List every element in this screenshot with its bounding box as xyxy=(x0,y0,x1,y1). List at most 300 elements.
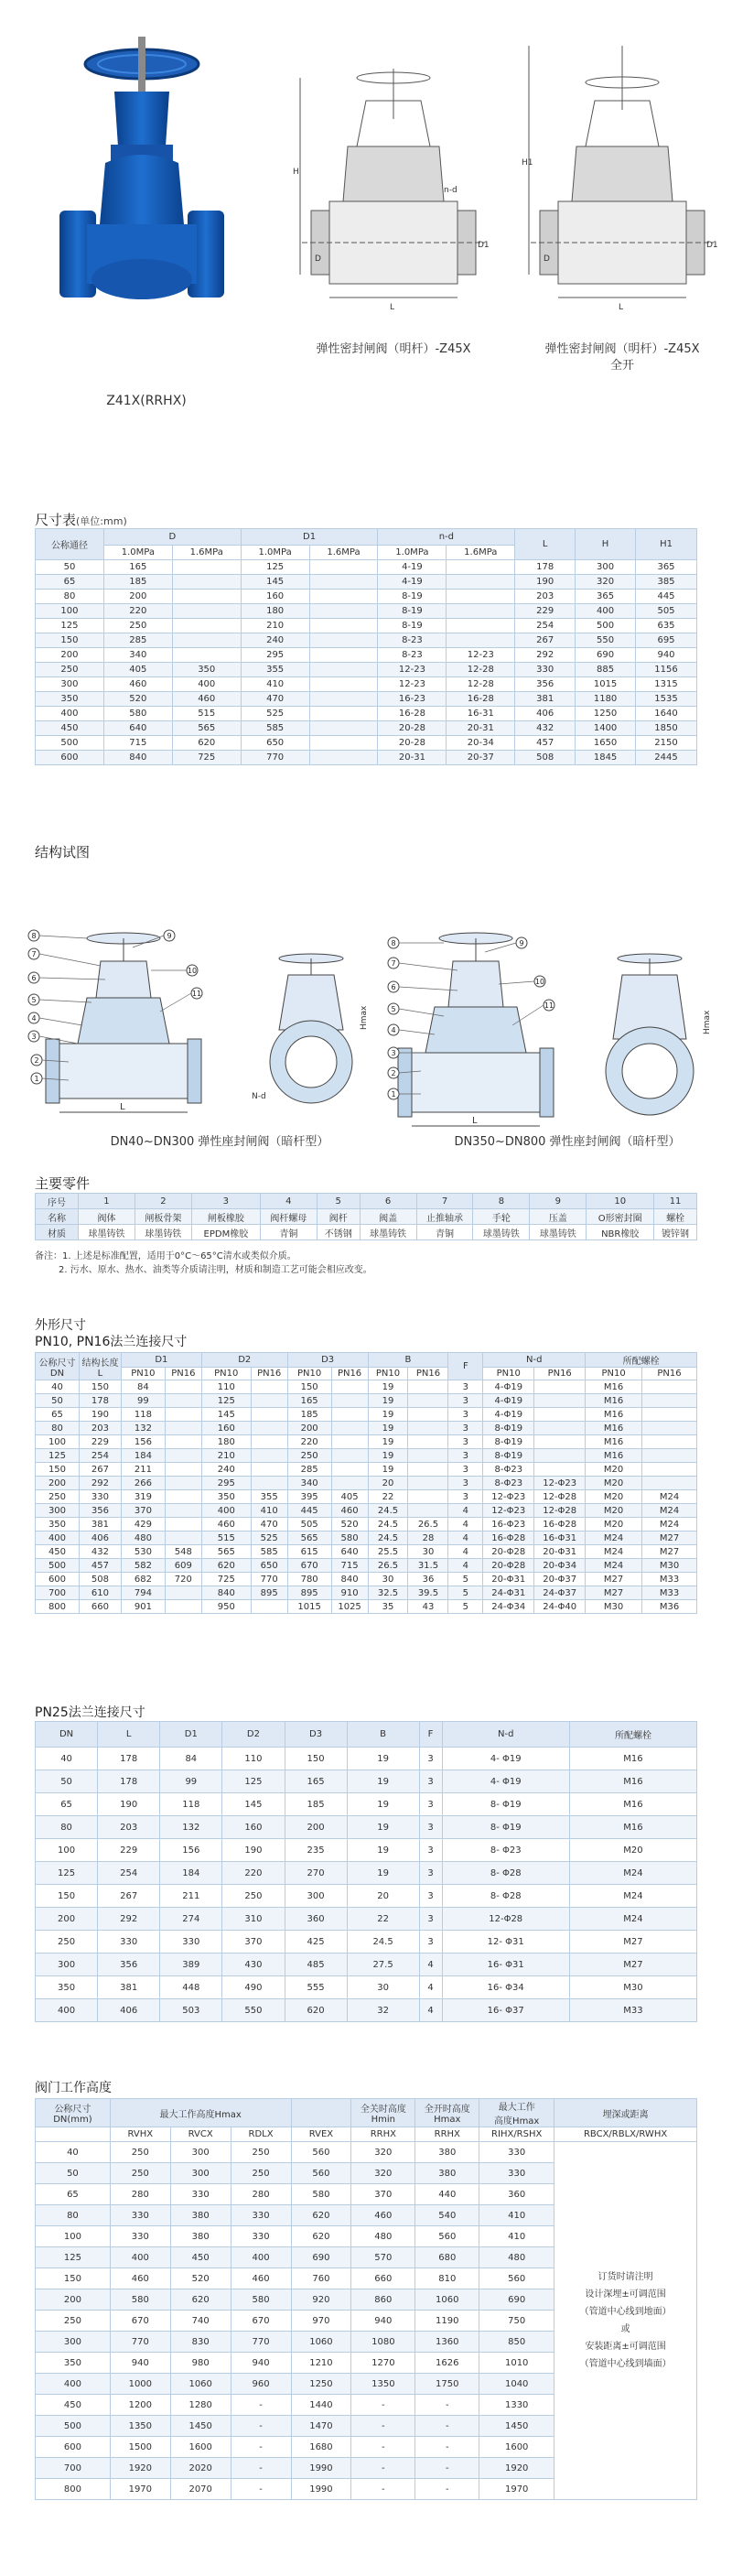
table-row xyxy=(36,590,697,604)
table-cell: 406 xyxy=(515,707,576,721)
table-cell: 4-19 xyxy=(378,560,447,575)
subheader-cell: RDLX xyxy=(231,2127,291,2142)
table-cell: 3 xyxy=(191,1194,260,1209)
table-cell: 19 xyxy=(347,1839,419,1862)
table-cell xyxy=(165,1600,201,1614)
table-cell: 50 xyxy=(36,1770,98,1793)
table-cell: 740 xyxy=(170,2311,231,2332)
depth-note-line: 安装距离±可调范围 xyxy=(585,2342,666,2352)
table-cell xyxy=(172,560,241,575)
table-cell xyxy=(408,1435,448,1449)
part-callout-line xyxy=(160,993,191,1012)
table-cell: 300 xyxy=(170,2163,231,2184)
table-cell: 650 xyxy=(241,736,309,751)
table-cell: 470 xyxy=(251,1518,287,1532)
table-row xyxy=(36,1477,697,1490)
table-cell: 300 xyxy=(36,677,104,692)
table-cell: 940 xyxy=(636,648,697,663)
table-cell: 550 xyxy=(576,633,636,648)
table-cell: 830 xyxy=(170,2332,231,2353)
table-cell: 355 xyxy=(241,663,309,677)
table-cell: M27 xyxy=(586,1573,642,1586)
table-row xyxy=(36,707,697,721)
table-cell: 40 xyxy=(36,2142,111,2163)
table-cell: 715 xyxy=(331,1559,368,1573)
depth-note-line: （管道中心线到墙面） xyxy=(579,2359,672,2369)
table-cell: 1440 xyxy=(291,2395,351,2416)
table-cell: 1000 xyxy=(110,2374,170,2395)
table-cell xyxy=(251,1435,287,1449)
header-cell: D3 xyxy=(287,1353,368,1368)
table-cell: 4-Φ19 xyxy=(483,1380,534,1394)
header-cell: n-d xyxy=(378,529,515,546)
dim-h1-label: H1 xyxy=(522,158,533,168)
table-cell: 8 xyxy=(473,1194,530,1209)
struct-left-dim-l: L xyxy=(120,1102,125,1112)
table-cell xyxy=(534,1394,586,1408)
header-cell: DN xyxy=(36,1722,98,1748)
table-cell: 110 xyxy=(222,1748,285,1770)
table-cell: 300 xyxy=(170,2142,231,2163)
table-cell: 445 xyxy=(287,1504,331,1518)
table-cell: 250 xyxy=(287,1449,331,1463)
table-cell: 670 xyxy=(287,1559,331,1573)
table-cell: 640 xyxy=(103,721,172,736)
table-cell: 470 xyxy=(241,692,309,707)
table-cell: 190 xyxy=(79,1408,121,1422)
table-cell xyxy=(172,575,241,590)
structure-drawing-right-front xyxy=(581,947,718,1121)
table-cell: 770 xyxy=(231,2332,291,2353)
table-cell: M16 xyxy=(586,1394,642,1408)
table-cell xyxy=(447,575,515,590)
subheader-cell: PN16 xyxy=(251,1368,287,1380)
table-cell xyxy=(309,736,378,751)
header-cell: 序号 xyxy=(36,1194,79,1209)
table-cell: 356 xyxy=(98,1954,160,1976)
table-cell: M30 xyxy=(569,1976,696,1999)
table-cell xyxy=(408,1394,448,1408)
part-callout-number: 4 xyxy=(391,1026,396,1034)
table-cell xyxy=(251,1463,287,1477)
table-row xyxy=(36,1408,697,1422)
table-cell: 254 xyxy=(98,1862,160,1885)
table-cell: 570 xyxy=(351,2247,415,2268)
table-cell: 267 xyxy=(515,633,576,648)
header-cell: D xyxy=(103,529,241,546)
table-cell xyxy=(408,1380,448,1394)
table-cell: 20 xyxy=(368,1477,408,1490)
table-cell: 560 xyxy=(291,2142,351,2163)
table-cell: 12-23 xyxy=(378,677,447,692)
table-cell: 1450 xyxy=(479,2416,554,2437)
table-cell: 885 xyxy=(576,663,636,677)
table-cell: 65 xyxy=(36,1408,80,1422)
structure-caption-right: DN350~DN800 弹性座封闸阀（暗杆型） xyxy=(454,1135,681,1149)
part-callout-number: 9 xyxy=(519,939,524,947)
table-cell: 267 xyxy=(98,1885,160,1908)
table-cell: 250 xyxy=(103,619,172,633)
table-cell: 8-19 xyxy=(378,619,447,633)
table-cell: - xyxy=(415,2458,479,2479)
table-cell: 250 xyxy=(36,663,104,677)
header-dn-2: DN xyxy=(49,1368,65,1379)
table-cell: 3 xyxy=(419,1908,442,1931)
table-cell xyxy=(642,1477,697,1490)
table-cell: 12-23 xyxy=(378,663,447,677)
header-cell: B xyxy=(368,1353,448,1368)
table-cell: 480 xyxy=(479,2247,554,2268)
drawing-closed xyxy=(293,64,494,339)
table-cell: 145 xyxy=(241,575,309,590)
table-cell: 203 xyxy=(515,590,576,604)
table-cell: 300 xyxy=(36,2332,111,2353)
table-cell: M20 xyxy=(586,1477,642,1490)
table-cell: 3 xyxy=(448,1490,483,1504)
table-cell: 330 xyxy=(231,2205,291,2226)
table-cell: 30 xyxy=(368,1573,408,1586)
table-cell: 84 xyxy=(121,1380,165,1394)
header-cell: 埋深或距离 xyxy=(554,2099,697,2127)
table-cell xyxy=(165,1408,201,1422)
table-cell: 450 xyxy=(36,2395,111,2416)
table-cell: 211 xyxy=(160,1885,222,1908)
table-cell: 22 xyxy=(347,1908,419,1931)
table-cell: 100 xyxy=(36,1839,98,1862)
table-cell: 2070 xyxy=(170,2479,231,2500)
table-cell: 4 xyxy=(448,1504,483,1518)
table-cell: 30 xyxy=(347,1976,419,1999)
table-cell xyxy=(251,1600,287,1614)
table-cell: 895 xyxy=(287,1586,331,1600)
table-cell: 210 xyxy=(201,1449,251,1463)
header-cell: 所配螺栓 xyxy=(569,1722,696,1748)
table-cell: M16 xyxy=(586,1380,642,1394)
table-cell: 580 xyxy=(110,2289,170,2311)
table-cell: 360 xyxy=(285,1908,347,1931)
table-cell: 480 xyxy=(121,1532,165,1545)
table-row xyxy=(36,1885,697,1908)
table-cell: 3 xyxy=(448,1435,483,1449)
table-cell: 460 xyxy=(231,2268,291,2289)
table-cell: 720 xyxy=(165,1573,201,1586)
table-cell: M16 xyxy=(586,1449,642,1463)
table-cell: 80 xyxy=(36,2205,111,2226)
table-cell: 4 xyxy=(448,1559,483,1573)
subheader-cell: PN16 xyxy=(642,1368,697,1380)
table-cell xyxy=(642,1435,697,1449)
table-cell: 125 xyxy=(241,560,309,575)
dim-d-label-2: D xyxy=(544,254,550,264)
part-callout-line xyxy=(39,978,105,980)
table-cell xyxy=(331,1394,368,1408)
table-cell: 254 xyxy=(515,619,576,633)
table-cell: 500 xyxy=(36,736,104,751)
header-dn-line2: DN(mm) xyxy=(53,2115,92,2125)
table-cell: 1400 xyxy=(576,721,636,736)
table-cell: 580 xyxy=(231,2289,291,2311)
table-cell: 355 xyxy=(251,1490,287,1504)
table-cell: 12-Φ28 xyxy=(534,1490,586,1504)
table-cell: 19 xyxy=(347,1862,419,1885)
table-cell: 340 xyxy=(103,648,172,663)
table-cell: 4 xyxy=(419,1999,442,2022)
table-cell: 319 xyxy=(121,1490,165,1504)
part-callout-number: 6 xyxy=(31,974,37,982)
table-cell: 360 xyxy=(479,2184,554,2205)
table-cell: 500 xyxy=(576,619,636,633)
table-cell: M33 xyxy=(569,1999,696,2022)
subheader-cell: 1.6MPa xyxy=(309,546,378,560)
table-cell: 20-Φ31 xyxy=(483,1573,534,1586)
table-cell: 400 xyxy=(172,677,241,692)
table-cell: 16-28 xyxy=(447,692,515,707)
table-cell: 410 xyxy=(251,1504,287,1518)
table-cell: 330 xyxy=(231,2226,291,2247)
table-cell: 1970 xyxy=(479,2479,554,2500)
table-row xyxy=(36,1463,697,1477)
part-callout-number: 2 xyxy=(34,1056,39,1065)
table-cell: 8-Φ23 xyxy=(483,1463,534,1477)
table-cell: 400 xyxy=(36,707,104,721)
table-row xyxy=(36,2142,697,2163)
table-cell: 1015 xyxy=(576,677,636,692)
table-row xyxy=(36,560,697,575)
subheader-cell: 1.0MPa xyxy=(103,546,172,560)
table-cell: 4-Φ19 xyxy=(483,1408,534,1422)
table-cell: 阀杆 xyxy=(317,1209,360,1225)
table-cell: 8- Φ19 xyxy=(442,1816,569,1839)
table-cell: 185 xyxy=(287,1408,331,1422)
table-cell: 36 xyxy=(408,1573,448,1586)
table-cell: M24 xyxy=(569,1908,696,1931)
table-cell: 4-Φ19 xyxy=(483,1394,534,1408)
table-cell: 190 xyxy=(222,1839,285,1862)
subheader-cell: PN10 xyxy=(368,1368,408,1380)
table-cell: 1600 xyxy=(170,2437,231,2458)
table-cell: 20 xyxy=(347,1885,419,1908)
structure-drawing-right-section xyxy=(384,925,576,1135)
size-table xyxy=(35,528,697,765)
table-row xyxy=(36,1490,697,1504)
table-cell: 620 xyxy=(201,1559,251,1573)
table-cell: - xyxy=(415,2479,479,2500)
table-cell: 430 xyxy=(222,1954,285,1976)
table-cell xyxy=(408,1504,448,1518)
table-cell xyxy=(172,648,241,663)
table-cell: 150 xyxy=(36,633,104,648)
table-cell: M16 xyxy=(586,1422,642,1435)
table-cell: 503 xyxy=(160,1999,222,2022)
table-row xyxy=(36,575,697,590)
table-cell: 400 xyxy=(36,1532,80,1545)
table-cell: M16 xyxy=(586,1408,642,1422)
table-cell: 3 xyxy=(419,1816,442,1839)
table-cell: 405 xyxy=(103,663,172,677)
table-cell: 4 xyxy=(260,1194,317,1209)
table-cell: 406 xyxy=(98,1999,160,2022)
table-cell: - xyxy=(351,2479,415,2500)
table-cell: 178 xyxy=(98,1770,160,1793)
table-cell: 229 xyxy=(515,604,576,619)
table-cell: 8- Φ28 xyxy=(442,1862,569,1885)
table-cell: 3 xyxy=(448,1394,483,1408)
table-cell xyxy=(642,1380,697,1394)
table-cell: 1626 xyxy=(415,2353,479,2374)
table-cell: 200 xyxy=(36,1908,98,1931)
table-cell: 190 xyxy=(98,1793,160,1816)
header-cell: N-d xyxy=(442,1722,569,1748)
table-cell xyxy=(331,1449,368,1463)
table-cell xyxy=(165,1477,201,1490)
subheader-cell: PN16 xyxy=(331,1368,368,1380)
table-cell: 200 xyxy=(103,590,172,604)
table-cell: 200 xyxy=(287,1422,331,1435)
table-row xyxy=(36,619,697,633)
dim-nd-label: n-d xyxy=(444,186,458,195)
depth-note-cell xyxy=(554,2142,697,2500)
table-cell: 525 xyxy=(251,1532,287,1545)
part-callout-line xyxy=(399,987,458,990)
table-cell: 200 xyxy=(36,1477,80,1490)
table-cell: 635 xyxy=(636,619,697,633)
dim-l-label-2: L xyxy=(619,303,624,312)
table-cell xyxy=(642,1422,697,1435)
table-cell: 520 xyxy=(331,1518,368,1532)
table-cell: 50 xyxy=(36,560,104,575)
table-cell: 40 xyxy=(36,1748,98,1770)
table-cell: 840 xyxy=(201,1586,251,1600)
table-cell: 50 xyxy=(36,1394,80,1408)
top-section xyxy=(0,0,732,430)
subheader-cell: RRHX xyxy=(351,2127,415,2142)
table-cell: 4 xyxy=(448,1518,483,1532)
table-cell: 100 xyxy=(36,604,104,619)
table-cell: 1060 xyxy=(170,2374,231,2395)
table-cell: 19 xyxy=(368,1449,408,1463)
table-cell: 690 xyxy=(479,2289,554,2311)
table-cell: 12- Φ31 xyxy=(442,1931,569,1954)
table-row xyxy=(36,1770,697,1793)
table-cell: 565 xyxy=(172,721,241,736)
table-row xyxy=(36,677,697,692)
table-cell: 292 xyxy=(515,648,576,663)
subheader-cell: PN16 xyxy=(534,1368,586,1380)
table-cell: 285 xyxy=(103,633,172,648)
pn16-title-2: PN10, PN16法兰连接尺寸 xyxy=(35,1335,188,1349)
table-cell: 267 xyxy=(79,1463,121,1477)
product-label: Z41X(RRHX) xyxy=(106,394,187,408)
subheader-cell: 1.0MPa xyxy=(241,546,309,560)
table-cell: 43 xyxy=(408,1600,448,1614)
table-cell: 405 xyxy=(331,1490,368,1504)
table-cell: 4- Φ19 xyxy=(442,1748,569,1770)
table-cell: 球墨铸铁 xyxy=(473,1225,530,1240)
table-cell: 12-Φ28 xyxy=(534,1504,586,1518)
drawing-open xyxy=(522,46,723,339)
table-row xyxy=(36,1976,697,1999)
table-cell: - xyxy=(231,2458,291,2479)
depth-note-line: （管道中心线到地面） xyxy=(579,2307,672,2317)
header-cell: D1 xyxy=(241,529,378,546)
table-header-row xyxy=(36,1353,697,1368)
subheader-cell: RBCX/RBLX/RWHX xyxy=(554,2127,697,2142)
table-header-row xyxy=(36,2099,697,2127)
table-cell: 220 xyxy=(103,604,172,619)
table-cell: 22 xyxy=(368,1490,408,1504)
table-cell: 145 xyxy=(201,1408,251,1422)
table-cell: M16 xyxy=(569,1793,696,1816)
header-dn xyxy=(36,2099,111,2127)
table-cell xyxy=(165,1586,201,1600)
table-cell: M30 xyxy=(642,1559,697,1573)
pn16-table xyxy=(35,1352,697,1614)
table-cell xyxy=(309,560,378,575)
table-cell xyxy=(534,1463,586,1477)
table-cell: 31.5 xyxy=(408,1559,448,1573)
table-cell: 1060 xyxy=(291,2332,351,2353)
table-row xyxy=(36,721,697,736)
table-row xyxy=(36,663,697,677)
subheader-cell: 1.0MPa xyxy=(378,546,447,560)
depth-note-line: 订货时请注明 xyxy=(597,2272,653,2282)
table-row xyxy=(36,1586,697,1600)
table-cell: 3 xyxy=(419,1793,442,1816)
part-callout-line xyxy=(399,963,458,970)
depth-note-line: 设计深埋±可调范围 xyxy=(585,2289,666,2300)
table-cell: 球墨铸铁 xyxy=(360,1225,416,1240)
table-cell: 1250 xyxy=(576,707,636,721)
table-cell: 阀杆螺母 xyxy=(260,1209,317,1225)
table-cell: 阀体 xyxy=(79,1209,135,1225)
table-cell: 40 xyxy=(36,1380,80,1394)
table-cell xyxy=(534,1380,586,1394)
table-cell xyxy=(172,590,241,604)
drawing2-caption-line2: 全开 xyxy=(609,359,634,373)
table-cell: 12-28 xyxy=(447,663,515,677)
table-subheader-row xyxy=(36,1368,697,1380)
table-cell: 565 xyxy=(287,1532,331,1545)
subheader-cell: 1.6MPa xyxy=(172,546,241,560)
table-cell: 330 xyxy=(110,2226,170,2247)
table-cell: 1535 xyxy=(636,692,697,707)
table-cell: 200 xyxy=(36,648,104,663)
header-cell: 所配螺栓 xyxy=(586,1353,697,1368)
table-cell: 895 xyxy=(251,1586,287,1600)
table-cell: 1250 xyxy=(291,2374,351,2395)
table-cell: 810 xyxy=(415,2268,479,2289)
table-cell: 16- Φ34 xyxy=(442,1976,569,1999)
part-callout-number: 10 xyxy=(534,978,545,986)
table-cell: 20-28 xyxy=(378,721,447,736)
table-cell: 1970 xyxy=(110,2479,170,2500)
table-cell: 780 xyxy=(287,1573,331,1586)
table-cell: 350 xyxy=(172,663,241,677)
subheader-cell: RIHX/RSHX xyxy=(479,2127,554,2142)
pn25-table xyxy=(35,1721,697,2022)
table-cell: 16-28 xyxy=(378,707,447,721)
table-cell: 8-19 xyxy=(378,590,447,604)
table-cell: 125 xyxy=(36,619,104,633)
table-cell: 青铜 xyxy=(416,1225,473,1240)
table-cell: 球墨铸铁 xyxy=(79,1225,135,1240)
part-callout-number: 7 xyxy=(31,950,37,958)
table-cell xyxy=(534,1408,586,1422)
header-cell: 最大工作高度Hmax xyxy=(110,2099,291,2127)
table-cell xyxy=(172,619,241,633)
table-cell: 165 xyxy=(103,560,172,575)
table-cell: 118 xyxy=(121,1408,165,1422)
